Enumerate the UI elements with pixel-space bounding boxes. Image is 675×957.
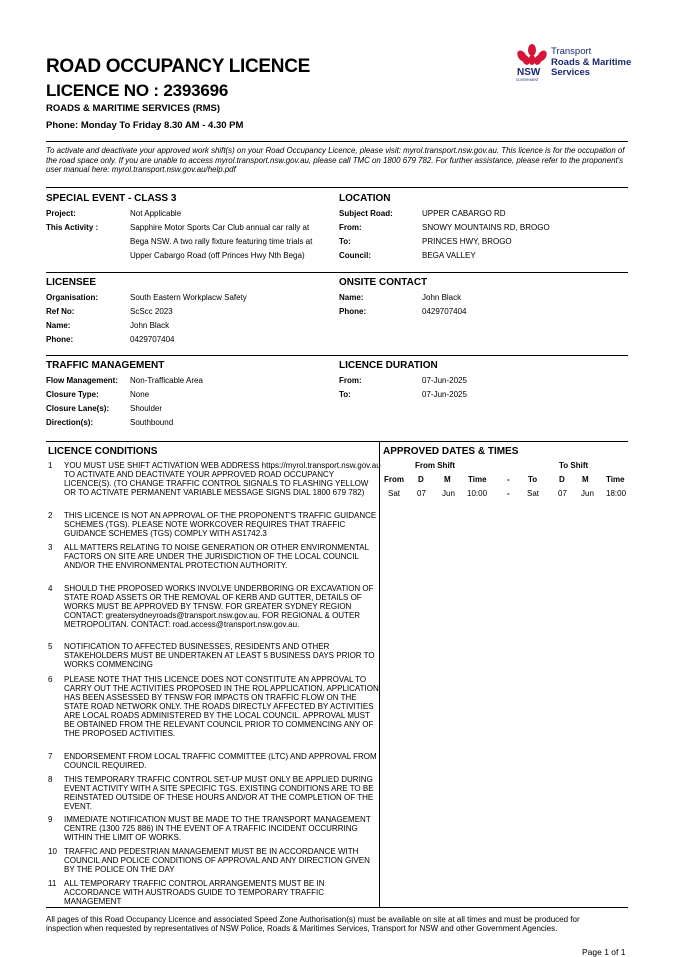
location-from-label: From:: [339, 223, 362, 232]
agency-name: [551, 47, 631, 79]
duration-to-label: To:: [339, 390, 351, 399]
page-number: Page 1 of 1: [582, 947, 626, 957]
council-label: Council:: [339, 251, 371, 260]
col-to-month: M: [582, 475, 589, 484]
condition-text: SHOULD THE PROPOSED WORKS INVOLVE UNDERBORING OR EXCAVATION OF STATE ROAD ASSETS OR THE REMOVAL OF KERB AND GUTTER, DETAILS OF WORKS MUST BE APPROVED BY TFNSW. FOR GREATER SYDNEY REGION CONTACT: greatersydneyroads@transport.nsw.gov.au. FOR REGIONAL & OUTER METROPOLITAN. CONTACT: road.access@transport.nsw.gov.au.: [64, 584, 374, 629]
row-from-day: 07: [417, 489, 426, 498]
licensee-name-label: Name:: [46, 321, 71, 330]
row-to-day-name: Sat: [527, 489, 540, 498]
to-shift-header: To Shift: [559, 461, 589, 470]
duration-from-value: 07-Jun-2025: [422, 376, 467, 385]
duration-to-value: 07-Jun-2025: [422, 390, 467, 399]
divider: [46, 187, 628, 188]
row-from-day-name: Sat: [388, 489, 401, 498]
col-from-day: D: [418, 475, 424, 484]
flow-management-value: Non-Trafficable Area: [130, 376, 203, 385]
organisation-label: Organisation:: [46, 293, 99, 302]
closure-lanes-value: Shoulder: [130, 404, 163, 413]
condition-text: YOU MUST USE SHIFT ACTIVATION WEB ADDRESS https://myrol.transport.nsw.gov.au TO ACTIVATE AND DEACTIVATE YOUR APPROVED ROAD OCCUPANCY LICENCE(S). (TO CHANGE TRAFFIC CONTROL SIGNALS TO FLASHING YELLOW OR TO ACTIVATE PERMANENT VARIABLE MESSAGE SIGNS DIAL 1800 679 782): [64, 461, 381, 497]
location-from-value: SNOWY MOUNTAINS RD, BROGO: [422, 223, 550, 232]
logo-nsw-text: NSW: [517, 67, 541, 78]
direction-value: Southbound: [130, 418, 174, 427]
licensee-phone-label: Phone:: [46, 335, 74, 344]
condition-number: 1: [48, 461, 53, 470]
phone-hours: Phone: Monday To Friday 8.30 AM - 4.30 PM: [46, 120, 244, 131]
condition-text: ENDORSEMENT FROM LOCAL TRAFFIC COMMITTEE (LTC) AND APPROVAL FROM COUNCIL REQUIRED.: [64, 752, 377, 770]
onsite-contact-heading: ONSITE CONTACT: [339, 277, 428, 288]
col-from-time: Time: [468, 475, 487, 484]
divider: [46, 272, 628, 273]
waratah-icon: [512, 44, 552, 84]
activity-line: Bega NSW. A two rally fixture featuring time trials at: [130, 237, 313, 246]
licence-conditions-heading: LICENCE CONDITIONS: [48, 446, 158, 457]
condition-number: 9: [48, 815, 53, 824]
agency-line-2: Roads & Maritime: [551, 56, 632, 68]
special-event-heading: SPECIAL EVENT - CLASS 3: [46, 193, 177, 204]
from-shift-header: From Shift: [415, 461, 455, 470]
subject-road-value: UPPER CABARGO RD: [422, 209, 506, 218]
subject-road-label: Subject Road:: [339, 209, 393, 218]
divider: [46, 355, 628, 356]
col-to-day: D: [559, 475, 565, 484]
col-from: From: [384, 475, 404, 484]
condition-number: 11: [48, 879, 57, 888]
condition-text: ALL TEMPORARY TRAFFIC CONTROL ARRANGEMENTS MUST BE IN ACCORDANCE WITH AUSTROADS GUIDE TO TEMPORARY TRAFFIC MANAGEMENT: [64, 879, 325, 906]
divider: [46, 907, 628, 908]
project-label: Project:: [46, 209, 76, 218]
col-separator: -: [507, 475, 510, 484]
col-to: To: [528, 475, 538, 484]
condition-number: 2: [48, 511, 53, 520]
licence-duration-heading: LICENCE DURATION: [339, 360, 438, 371]
ref-no-label: Ref No:: [46, 307, 75, 316]
condition-number: 5: [48, 642, 53, 651]
closure-type-label: Closure Type:: [46, 390, 99, 399]
condition-number: 3: [48, 543, 53, 552]
closure-type-value: None: [130, 390, 150, 399]
ref-no-value: ScScc 2023: [130, 307, 173, 316]
divider: [46, 441, 628, 442]
flow-management-label: Flow Management:: [46, 376, 119, 385]
row-from-time: 10:00: [467, 489, 488, 498]
condition-text: PLEASE NOTE THAT THIS LICENCE DOES NOT CONSTITUTE AN APPROVAL TO CARRY OUT THE ACTIVITIES PROPOSED IN THE ROL APPLICATION. APPLICATION HAS BEEN ASSESSED BY TFNSW FOR IMPACTS ON TRAFFIC FLOW ON THE STATE ROAD NETWORK ONLY. THE ROADS DIRECTLY AFFECTED BY ACTIVITIES ARE LOCAL ROADS ADMINISTERED BY THE LOCAL COUNCIL. APPROVAL MUST BE OBTAINED FROM THE RELEVANT COUNCIL PRIOR TO COMMENCING ANY OF THE PROPOSED ACTIVITIES.: [64, 675, 379, 738]
project-value: Not Applicable: [130, 209, 182, 218]
licensee-phone-value: 0429707404: [130, 335, 175, 344]
row-to-time: 18:00: [606, 489, 627, 498]
licence-number: LICENCE NO : 2393696: [46, 81, 229, 100]
traffic-management-heading: TRAFFIC MANAGEMENT: [46, 360, 165, 371]
row-from-month: Jun: [442, 489, 455, 498]
divider: [46, 141, 628, 142]
col-from-month: M: [444, 475, 451, 484]
agency-line-1: Transport: [551, 46, 592, 57]
row-to-month: Jun: [581, 489, 594, 498]
location-to-label: To:: [339, 237, 351, 246]
organisation-value: South Eastern Workplacw Safety: [130, 293, 247, 302]
condition-text: THIS TEMPORARY TRAFFIC CONTROL SET-UP MUST ONLY BE APPLIED DURING EVENT ACTIVITY WITH A SITE SPECIFIC TGS. EXISTING CONDITIONS ARE TO BE REINSTATED OUTSIDE OF THESE HOURS AND/OR AT THE COMPLETION OF THE EVENT.: [64, 775, 374, 811]
onsite-phone-label: Phone:: [339, 307, 367, 316]
direction-label: Direction(s):: [46, 418, 94, 427]
licensee-name-value: John Black: [130, 321, 170, 330]
licensee-heading: LICENSEE: [46, 277, 97, 288]
row-to-day: 07: [558, 489, 567, 498]
condition-text: TRAFFIC AND PEDESTRIAN MANAGEMENT MUST BE IN ACCORDANCE WITH COUNCIL AND POLICE CONDITIONS OF APPROVAL AND ANY DIRECTION GIVEN BY THE POLICE ON THE DAY: [64, 847, 370, 874]
logo-government-text: GOVERNMENT: [516, 78, 539, 82]
council-value: BEGA VALLEY: [422, 251, 476, 260]
agency-line-3: Services: [551, 67, 591, 78]
condition-text: NOTIFICATION TO AFFECTED BUSINESSES, RESIDENTS AND OTHER STAKEHOLDERS MUST BE UNDERTAKEN AT LEAST 5 BUSINESS DAYS PRIOR TO WORKS COMMENCING: [64, 642, 375, 669]
condition-text: IMMEDIATE NOTIFICATION MUST BE MADE TO THE TRANSPORT MANAGEMENT CENTRE (1300 725 886) IN THE EVENT OF A TRAFFIC INCIDENT OCCURRING WITHIN THE LIMIT OF WORKS.: [64, 815, 371, 842]
closure-lanes-label: Closure Lane(s):: [46, 404, 110, 413]
condition-number: 10: [48, 847, 57, 856]
onsite-name-label: Name:: [339, 293, 364, 302]
activity-line: Sapphire Motor Sports Car Club annual car rally at: [130, 223, 310, 232]
condition-text: ALL MATTERS RELATING TO NOISE GENERATION OR OTHER ENVIRONMENTAL FACTORS ON SITE ARE UNDER THE JURISDICTION OF THE LOCAL COUNCIL AND/OR THE ENVIRONMENTAL PROTECTION AUTHORITY.: [64, 543, 369, 570]
issuing-org: ROADS & MARITIME SERVICES (RMS): [46, 103, 221, 114]
onsite-phone-value: 0429707404: [422, 307, 467, 316]
activation-info: To activate and deactivate your approved work shift(s) on your Road Occupancy Licence, please visit: myrol.transport.nsw.gov.au. This licence is for the occupation of the road space only. If you are unable to access myrol.transport.nsw.gov.au, please call TMC on 1800 679 782. For further assistance, please refer to the proponent's user manual here: myrol.transport.nsw.gov.au/help.pdf: [46, 146, 625, 174]
condition-number: 7: [48, 752, 53, 761]
activity-label: This Activity :: [46, 223, 99, 232]
condition-number: 6: [48, 675, 53, 684]
document-title: ROAD OCCUPANCY LICENCE: [46, 56, 310, 77]
duration-from-label: From:: [339, 376, 362, 385]
condition-text: THIS LICENCE IS NOT AN APPROVAL OF THE PROPONENT'S TRAFFIC GUIDANCE SCHEMES (TGS). PLEASE NOTE WORKCOVER REQUIRES THAT TRAFFIC GUIDANCE SCHEMES (TGS) COMPLY WITH AS1742.3: [64, 511, 377, 538]
approved-dates-heading: APPROVED DATES & TIMES: [383, 446, 519, 457]
condition-number: 8: [48, 775, 53, 784]
row-separator: -: [507, 489, 510, 498]
onsite-name-value: John Black: [422, 293, 462, 302]
col-to-time: Time: [606, 475, 625, 484]
condition-number: 4: [48, 584, 53, 593]
footer-notice: All pages of this Road Occupancy Licence and associated Speed Zone Authorisation(s) must be available on site at all times and must be produced for inspection when requested by representatives of NSW Police, Roads & Maritimes Services, Transport for NSW and other Government Agencies.: [46, 915, 580, 933]
location-heading: LOCATION: [339, 193, 391, 204]
location-to-value: PRINCES HWY, BROGO: [422, 237, 512, 246]
activity-line: Upper Cabargo Road (off Princes Hwy Nth Bega): [130, 251, 305, 260]
